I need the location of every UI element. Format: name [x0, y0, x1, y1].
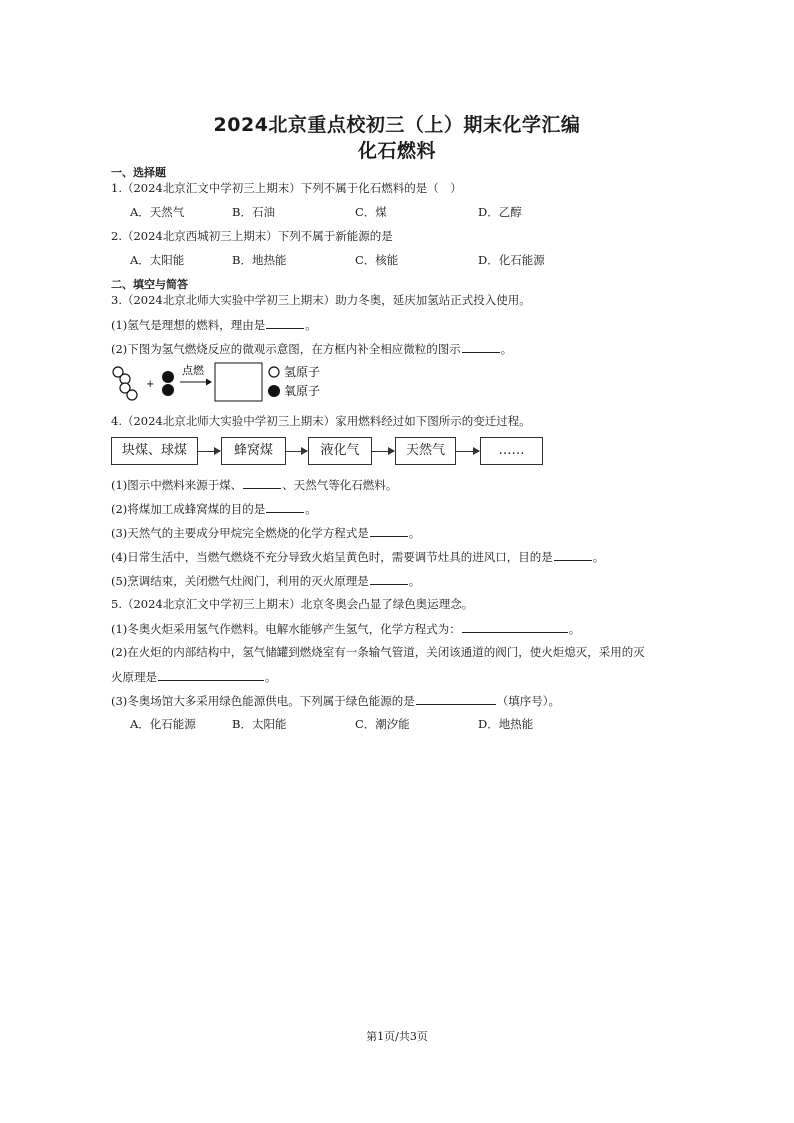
question-3-stem: 3.（2024北京北师大实验中学初三上期末）助力冬奥，延庆加氢站正式投入使用。 [111, 293, 531, 307]
question-5-part-1-end: 。 [568, 622, 581, 636]
question-4-part-1-end: 、天然气等化石燃料。 [282, 478, 398, 492]
question-5-part-2-end: 。 [265, 670, 277, 684]
plus-sign: + [146, 379, 155, 390]
question-2-option-c: C．核能 [355, 253, 399, 267]
answer-blank[interactable] [266, 316, 304, 329]
hydrogen-atom-icon [127, 390, 137, 400]
oxygen-atom-icon [162, 384, 174, 396]
question-4-part-5-text: (5)烹调结束，关闭燃气灶阀门，利用的灭火原理是 [111, 574, 369, 588]
answer-box[interactable] [215, 363, 262, 401]
question-3-part-1-text: (1)氢气是理想的燃料，理由是 [111, 318, 266, 332]
question-3-part-2-end: 。 [500, 342, 513, 356]
question-4-part-4-text: (4)日常生活中，当燃气燃烧不充分导致火焰呈黄色时，需要调节灶具的进风口，目的是 [111, 550, 553, 564]
answer-blank[interactable] [416, 692, 496, 705]
question-4-part-4-end: 。 [592, 550, 605, 564]
question-5-option-a: A．化石能源 [130, 717, 196, 731]
oxygen-atom-icon [268, 385, 280, 397]
question-4-part-3 [111, 524, 420, 541]
question-2-stem: 2.（2024北京西城初三上期末）下列不属于新能源的是 [111, 229, 393, 243]
section-heading-choice: 一、选择题 [111, 166, 166, 179]
answer-blank[interactable] [370, 524, 408, 537]
question-4-part-5 [111, 572, 420, 589]
page-title: 2024北京重点校初三（上）期末化学汇编 [213, 114, 581, 136]
answer-blank[interactable] [158, 668, 264, 681]
question-4-part-1-text: (1)图示中燃料来源于煤、 [111, 478, 243, 492]
question-2-option-a: A．太阳能 [130, 253, 185, 267]
question-4-stem: 4.（2024北京北师大实验中学初三上期末）家用燃料经过如下图所示的变迁过程。 [111, 414, 531, 428]
answer-blank[interactable] [462, 620, 568, 633]
answer-blank[interactable] [462, 340, 500, 353]
page-footer: 第1页/共3页 [366, 1030, 428, 1043]
legend-hydrogen: 氢原子 [284, 365, 321, 379]
hydrogen-combustion-diagram [108, 360, 348, 404]
question-5-part-2-line-2 [111, 668, 277, 685]
page-subtitle: 化石燃料 [357, 140, 436, 162]
question-5-option-b: B．太阳能 [232, 717, 287, 731]
flow-step-2: 蜂窝煤 [221, 437, 286, 465]
question-1-stem: 1.（2024北京汇文中学初三上期末）下列不属于化石燃料的是（ ） [111, 181, 462, 195]
flow-step-5: …… [480, 437, 543, 465]
question-5-part-3 [111, 692, 560, 709]
flow-step-4: 天然气 [395, 437, 456, 465]
question-5-part-2-text: 火原理是 [111, 670, 157, 684]
flow-arrow [198, 451, 220, 452]
question-5-option-d: D．地热能 [478, 717, 534, 731]
question-5-part-2-line-1: (2)在火炬的内部结构中，氢气储罐到燃烧室有一条输气管道，关闭该通道的阀门，使火炬熄灭，采用的灭 [111, 645, 645, 659]
question-5-part-3-end: （填序号）。 [496, 694, 561, 708]
question-4-part-2-text: (2)将煤加工成蜂窝煤的目的是 [111, 502, 266, 516]
question-4-part-5-end: 。 [408, 574, 421, 588]
question-4-part-2-end: 。 [305, 502, 317, 516]
question-3-part-2-text: (2)下图为氢气燃烧反应的微观示意图，在方框内补全相应微粒的图示 [111, 342, 461, 356]
flow-arrow [286, 451, 307, 452]
flow-arrow [372, 451, 394, 452]
question-1-option-b: B．石油 [232, 205, 275, 219]
hydrogen-atom-icon [269, 367, 279, 377]
question-5-option-c: C．潮汐能 [355, 717, 410, 731]
question-1-option-d: D．乙醇 [478, 205, 522, 219]
question-3-part-2 [111, 340, 512, 357]
flow-step-3: 液化气 [308, 437, 372, 465]
question-5-part-1-text: (1)冬奥火炬采用氢气作燃料。电解水能够产生氢气，化学方程式为： [111, 622, 461, 636]
question-1-option-c: C．煤 [355, 205, 387, 219]
question-1-option-a: A．天然气 [130, 205, 185, 219]
question-3-part-1-end: 。 [305, 318, 317, 332]
question-4-part-3-text: (3)天然气的主要成分甲烷完全燃烧的化学方程式是 [111, 526, 369, 540]
question-2-option-b: B．地热能 [232, 253, 287, 267]
question-5-part-1 [111, 620, 580, 637]
question-4-part-2 [111, 500, 317, 517]
question-5-stem: 5.（2024北京汇文中学初三上期末）北京冬奥会凸显了绿色奥运理念。 [111, 597, 474, 611]
question-2-option-d: D．化石能源 [478, 253, 545, 267]
oxygen-atom-icon [162, 371, 174, 383]
section-heading-fill: 二、填空与简答 [111, 278, 188, 291]
flow-arrow [456, 451, 479, 452]
question-3-part-1 [111, 316, 317, 333]
answer-blank[interactable] [370, 572, 408, 585]
answer-blank[interactable] [266, 500, 304, 513]
question-4-part-1 [111, 476, 397, 493]
legend-oxygen: 氧原子 [284, 384, 321, 398]
question-4-part-4 [111, 548, 604, 565]
answer-blank[interactable] [554, 548, 592, 561]
question-4-part-3-end: 。 [408, 526, 421, 540]
answer-blank[interactable] [243, 476, 281, 489]
reaction-condition: 点燃 [182, 364, 204, 377]
question-5-part-3-text: (3)冬奥场馆大多采用绿色能源供电。下列属于绿色能源的是 [111, 694, 415, 708]
flow-step-1: 块煤、球煤 [111, 437, 198, 465]
